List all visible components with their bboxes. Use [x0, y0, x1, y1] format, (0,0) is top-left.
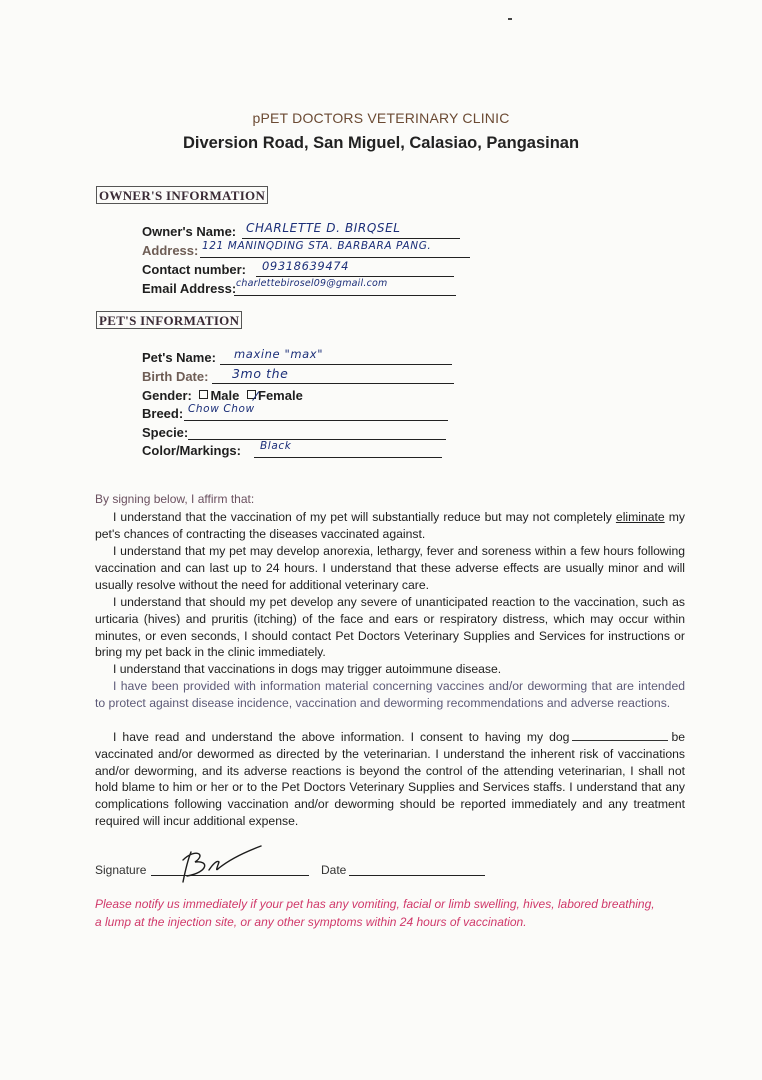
p1-underlined-word: eliminate	[615, 510, 665, 524]
date-label: Date	[321, 863, 347, 877]
pet-breed-value: Chow Chow	[188, 403, 255, 415]
owner-contact-label: Contact number:	[142, 262, 246, 277]
pet-color-label: Color/Markings:	[142, 443, 241, 458]
owner-section-label: OWNER'S INFORMATION	[96, 186, 268, 204]
owner-name-value: CHARLETTE D. BIRQSEL	[246, 221, 401, 235]
owner-email-value: charlettebirosel09@gmail.com	[236, 278, 388, 289]
affirmation-paragraph-3: I understand that should my pet develop any severe of unanticipated reaction to the vaccination, such as urticaria (hives) and pruritis (itching) of the face and ears or respiratory distress, which may occur within minutes, or even seconds, I should contact Pet Doctors Veterinary Supplies and Services for instructions or bring my pet back in the clinic immediately.	[95, 595, 685, 660]
owner-address-field[interactable]	[142, 240, 432, 261]
pet-name-label: Pet's Name:	[142, 350, 216, 365]
affirmation-paragraph-4: I understand that vaccinations in dogs may trigger autoimmune disease.	[113, 662, 502, 676]
owner-email-field[interactable]	[142, 278, 388, 299]
affirmation-paragraph-6	[95, 729, 685, 830]
affirmation-heading: By signing below, I affirm that:	[95, 492, 255, 506]
pet-color-field[interactable]	[142, 440, 292, 461]
signature-label: Signature	[95, 863, 147, 877]
owner-contact-field[interactable]	[142, 259, 350, 280]
owner-email-label: Email Address:	[142, 281, 237, 296]
owner-contact-value: 09318639474	[262, 259, 350, 273]
gender-male-checkbox[interactable]	[199, 390, 208, 399]
clinic-name: pPET DOCTORS VETERINARY CLINIC	[252, 110, 510, 126]
owner-name-label: Owner's Name:	[142, 224, 237, 239]
affirmation-paragraph-5: I have been provided with information material concerning vaccines and/or deworming that are intended to protect against disease incidence, vaccination and deworming recommendations and adverse reactions.	[95, 679, 685, 710]
date-line[interactable]	[349, 874, 485, 876]
pet-specie-line	[188, 425, 446, 440]
gender-female-checkbox[interactable]	[247, 390, 256, 399]
p1-text-a: I understand that the vaccination of my pet will substantially reduce but may not completely	[113, 510, 616, 524]
pet-breed-field[interactable]	[142, 403, 255, 424]
dog-name-blank[interactable]	[572, 730, 668, 741]
affirmation-paragraph-2: I understand that my pet may develop anorexia, lethargy, fever and soreness within a few hours following vaccination and can last up to 24 hours. I understand that these adverse effects are usually minor and will usually resolve without the need for additional veterinary care.	[95, 544, 685, 592]
pet-name-value: maxine "max"	[234, 347, 324, 361]
signature-row	[95, 858, 515, 882]
pet-breed-label: Breed:	[142, 406, 184, 421]
clinic-address: Diversion Road, San Miguel, Calasiao, Pangasinan	[182, 134, 580, 152]
pet-section-label: PET'S INFORMATION	[96, 311, 242, 329]
owner-address-label: Address:	[142, 243, 199, 258]
gender-male-label: Male	[210, 388, 240, 403]
p6-text-b: be vaccinated and/or dewormed as directed by the veterinarian. I understand the inherent risk of vaccinations and/or deworming, and its adverse reactions is beyond the control of the attending veterinarian, I shall not hold blame to him or her or to the Pet Doctors Veterinary Supplies and Services staffs. I understand that any complications following vaccination and/or deworming should be reported immediately and any treatment required will incur additional expense.	[95, 730, 685, 828]
pet-color-value: Black	[260, 440, 292, 452]
pet-name-field[interactable]	[142, 347, 324, 368]
affirmation-paragraph-1	[95, 509, 685, 543]
pet-specie-field[interactable]	[142, 425, 188, 443]
pet-birth-field[interactable]	[142, 366, 289, 387]
gender-female-label: Female	[258, 388, 303, 403]
scan-speck	[508, 18, 512, 20]
pet-birth-value: 3mo the	[232, 366, 289, 381]
pet-specie-label: Specie:	[142, 425, 189, 440]
post-vaccination-notice: Please notify us immediately if your pet has any vomiting, facial or limb swelling, hives, labored breathing, a lump at the injection site, or any other symptoms within 24 hours of vaccination.	[95, 897, 655, 929]
signature-scribble	[173, 838, 273, 888]
owner-address-value: 121 MANINQDING STA. BARBARA PANG.	[202, 240, 432, 252]
pet-birth-label: Birth Date:	[142, 369, 209, 384]
p6-text-a: I have read and understand the above information. I consent to having my dog	[113, 730, 570, 744]
pet-gender-label: Gender:	[142, 388, 192, 403]
p1-text-b: my pet's chances of contracting the diseases vaccinated against.	[95, 510, 685, 541]
